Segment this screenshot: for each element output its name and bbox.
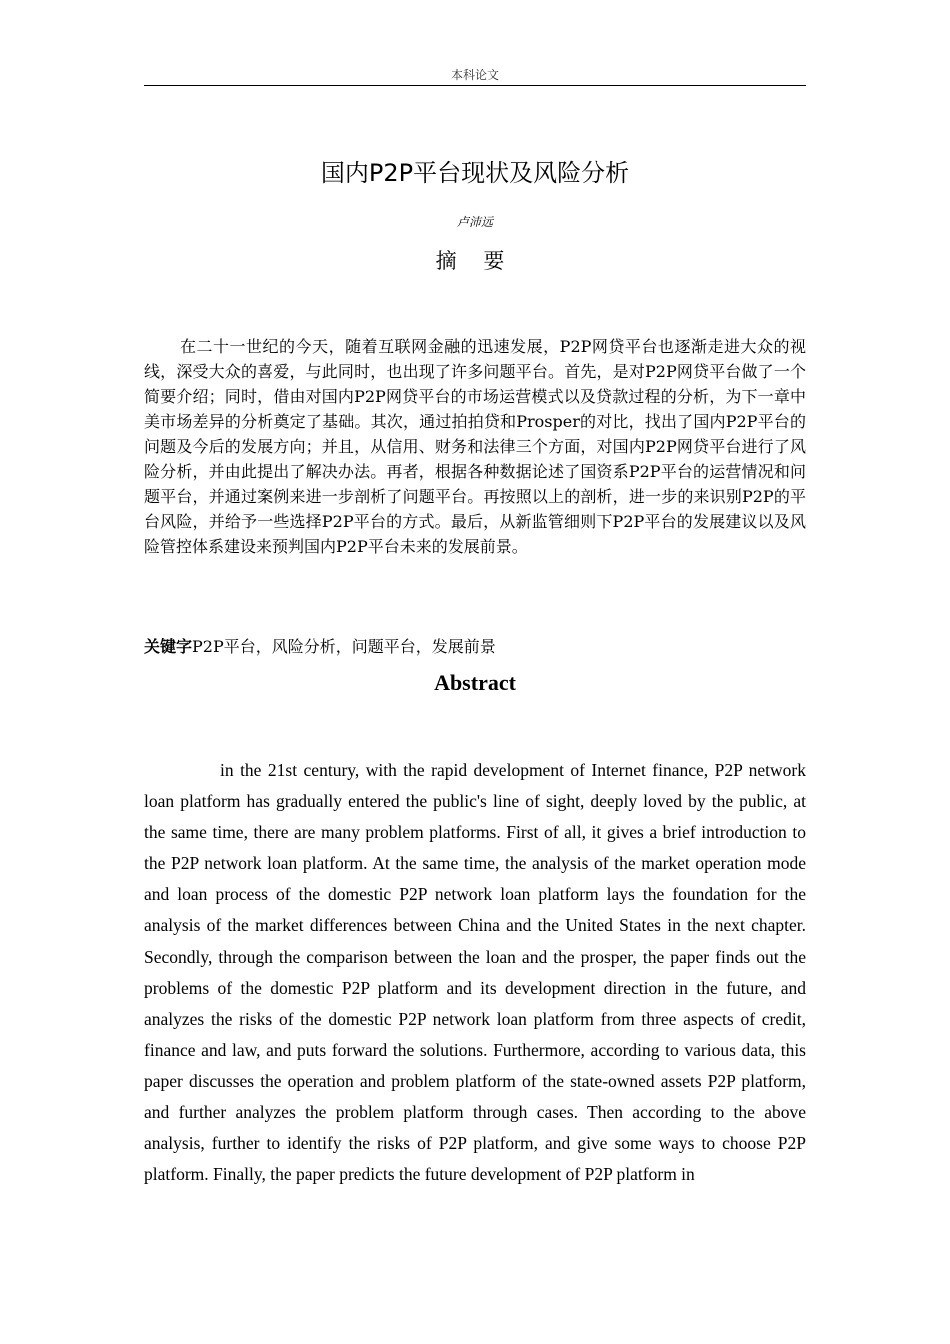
header-rule (144, 85, 806, 86)
paper-title: 国内P2P平台现状及风险分析 (320, 159, 630, 187)
abstract-cn-heading: 摘 要 (435, 249, 515, 273)
running-header: 本科论文 (450, 68, 499, 82)
abstract-cn-body: 在二十一世纪的今天，随着互联网金融的迅速发展，P2P网贷平台也逐渐走进大众的视线，深受大众的喜爱，与此同时，也出现了许多问题平台。首先，是对P2P网贷平台做了一个简要介绍；同时，借由对国内P2P网贷平台的市场运营模式以及贷款过程的分析，为下一章中美市场差异的分析奠定了基础。其次，通过拍拍贷和Prosper的对比，找出了国内P2P平台的问题及今后的发展方向；并且，从信用、财务和法律三个方面，对国内P2P网贷平台进行了风险分析，并由此提出了解决办法。再者，根据各种数据论述了国资系P2P平台的运营情况和问题平台，并通过案例来进一步剖析了问题平台。再按照以上的剖析，进一步的来识别P2P的平台风险，并给予一些选择P2P平台的方式。最后，从新监管细则下P2P平台的发展建议以及风险管控体系建设来预判国内P2P平台未来的发展前景。 (144, 337, 806, 556)
keywords-label: 关键字 (144, 637, 193, 656)
author-name: 卢沛远 (456, 215, 493, 229)
keywords-text: P2P平台，风险分析，问题平台，发展前景 (192, 637, 496, 656)
abstract-en-body: in the 21st century, with the rapid development of Internet finance, P2P network loan platform has gradually entered the public's line of sight, deeply loved by the public, at the same time, there are many problem platforms. First of all, it gives a brief introduction to the P2P network loan platform. At the same time, the analysis of the market operation mode and loan process of the domestic P2P network loan platform lays the foundation for the analysis of the market differences between China and the United States in the next chapter. Secondly, through the comparison between the loan and the prosper, the paper finds out the problems of the domestic P2P platform and its development direction in the future, and analyzes the risks of the domestic P2P network loan platform from three aspects of credit, finance and law, and puts forward the solutions. Furthermore, according to various data, this paper discusses the operation and problem platform of the state-owned assets P2P platform, and further analyzes the problem platform through cases. Then according to the above analysis, further to identify the risks of P2P platform, and give some ways to choose P2P platform. Finally, the paper predicts the future development of P2P platform in (144, 760, 806, 1185)
abstract-en-heading: Abstract (434, 670, 516, 695)
keywords-line (144, 634, 806, 659)
